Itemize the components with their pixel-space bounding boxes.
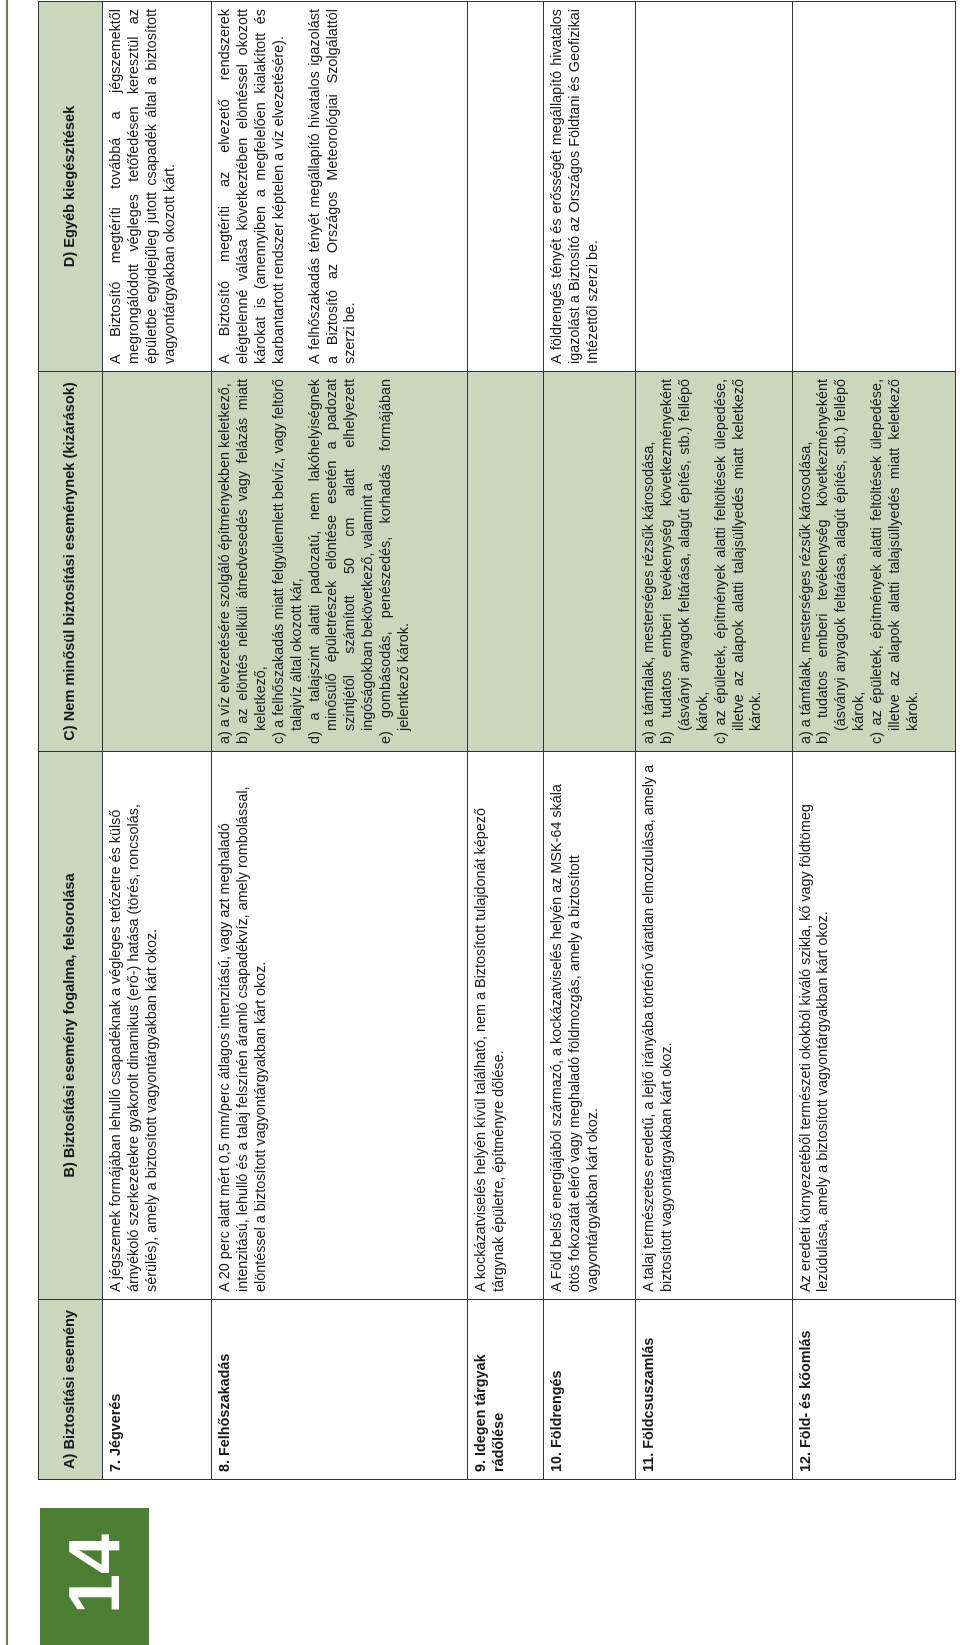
table-row [467, 2, 544, 1480]
event-exclusions [467, 372, 544, 752]
event-name: 8. Felhőszakadás [212, 1300, 467, 1480]
rotated-table-container [38, 2, 956, 1480]
event-definition: A 20 perc alatt mért 0,5 mm/perc átlagos intenzitású, vagy azt meghaladó intenzitású, lehulló és a talaj felszínén áramló csapadékvíz, amely rombolással, elöntéssel a biztosított vagyontárgyakban kárt okoz. [212, 752, 467, 1300]
header-event: A) Biztosítási esemény [39, 1300, 103, 1480]
event-exclusions [792, 372, 955, 752]
page-number: 14 [55, 1533, 135, 1615]
list-item: b) az elöntés nélküli átnedvesedés vagy felázás miatt keletkező, [235, 379, 270, 744]
event-notes [103, 2, 212, 372]
event-name: 12. Föld- és kőomlás [792, 1300, 955, 1480]
table-row [544, 2, 636, 1480]
note-paragraph: A földrengés tényét és erősségét megállapító hivatalos igazolást a Biztosító az Országos Földtani és Geofizikai Intézettől szerzi be. [549, 9, 601, 364]
header-exclusions: C) Nem minősül biztosítási eseménynek (kizárások) [39, 372, 103, 752]
list-item: a) a támfalak, mesterséges rézsűk károsodása, [797, 441, 814, 744]
event-exclusions [212, 372, 467, 752]
list-item: a) a támfalak, mesterséges rézsűk károsodása, [641, 441, 658, 744]
table-row [212, 2, 467, 1480]
event-exclusions [636, 372, 792, 752]
exclusion-list [217, 379, 413, 744]
event-definition: A Föld belső energiájából származó, a kockázatviselés helyén az MSK-64 skála ötös fokozatát elérő vagy meghaladó földmozgás, amely a biztosított vagyontárgyakban kárt okoz. [544, 752, 636, 1300]
event-definition: A talaj természetes eredetű, a lejtő irányába történő váratlan elmozdulása, amely a biztosított vagyontárgyakban kárt okoz. [636, 752, 792, 1300]
list-item: d) a talajszint alatti padozatú, nem lakóhelyiségnek minősülő épületrészek elöntése esetén a padozat szintjétől számított 50 cm alatt elhelyezett ingóságokban bekövetkező, valamint a [306, 379, 377, 744]
list-item: b) tudatos emberi tevékenység következményeként (ásványi anyagok feltárása, alagút építés, stb.) fellépő károk, [659, 379, 711, 744]
table-row [103, 2, 212, 1480]
list-item: c) az épületek, építmények alatti feltöltések ülepedése, illetve az alapok alatti talajsüllyedés miatt keletkező károk. [868, 379, 921, 744]
event-name: 10. Földrengés [544, 1300, 636, 1480]
event-notes [792, 2, 955, 372]
table-row [792, 2, 955, 1480]
event-notes [212, 2, 467, 372]
event-notes [544, 2, 636, 372]
event-definition: Az eredeti környezetéből természeti okokból kiváló szikla, kő vagy földtömeg lezúdulása, amely a biztosított vagyontárgyakban kárt okoz. [792, 752, 955, 1300]
header-notes: D) Egyéb kiegészítések [39, 2, 103, 372]
table-row [636, 2, 792, 1480]
event-name: 9. Idegen tárgyak rádőlése [467, 1300, 544, 1480]
table-header-row [39, 2, 103, 1480]
note-paragraph: A felhőszakadás tényét megállapító hivatalos igazolást a Biztosító az Országos Meteorológiai Szolgálattól szerzi be. [306, 9, 359, 364]
page-edge-rule [6, 0, 8, 1645]
event-notes [636, 2, 792, 372]
exclusion-list [798, 379, 923, 744]
event-definition: A jégszemek formájában lehulló csapadéknak a végleges tetőzetre és külső árnyékoló szerkezetekre gyakorolt dinamikus (erő-) hatása (törés, roncsolás, sérülés), amely a biztosított vagyontárgyakban kárt okoz. [103, 752, 212, 1300]
note-paragraph: A Biztosító megtéríti az elvezető rendszerek elégtelenné válása következtében elöntéssel okozott károkat is (amennyiben a megfelelően kialakított és karbantartott rendszer képtelen a víz elvezetésére). [217, 9, 287, 364]
event-exclusions [103, 372, 212, 752]
header-definition: B) Biztosítási esemény fogalma, felsorolása [39, 752, 103, 1300]
event-name: 11. Földcsuszamlás [636, 1300, 792, 1480]
list-item: c) az épületek, építmények alatti feltöltések ülepedése, illetve az alapok alatti talajsüllyedés miatt keletkező károk. [712, 379, 765, 744]
insurance-events-table [38, 1, 956, 1480]
list-item: e) gombásodás, penészedés, korhadás formájában jelentkező károk. [378, 379, 412, 744]
event-definition: A kockázatviselés helyén kívül található, nem a Biztosított tulajdonát képező tárgynak épületre, építményre dőlése. [467, 752, 544, 1300]
exclusion-list [641, 379, 766, 744]
event-name: 7. Jégverés [103, 1300, 212, 1480]
list-item: c) a felhőszakadás miatt felgyülemlett belvíz, vagy feltörő talajvíz által okozott kár, [270, 379, 305, 744]
event-notes [467, 2, 544, 372]
event-exclusions [544, 372, 636, 752]
list-item: b) tudatos emberi tevékenység következményeként (ásványi anyagok feltárása, alagút építés, stb.) fellépő károk, [815, 379, 868, 744]
note-paragraph: A Biztosító megtéríti továbbá a jégszemektől megrongálódott végleges tetőfedésen keresztül az épületbe egyidejűleg jutott csapadék által a biztosított vagyontárgyakban okozott kárt. [108, 9, 178, 364]
list-item: a) a víz elvezetésére szolgáló építményekben keletkező, [217, 383, 234, 744]
